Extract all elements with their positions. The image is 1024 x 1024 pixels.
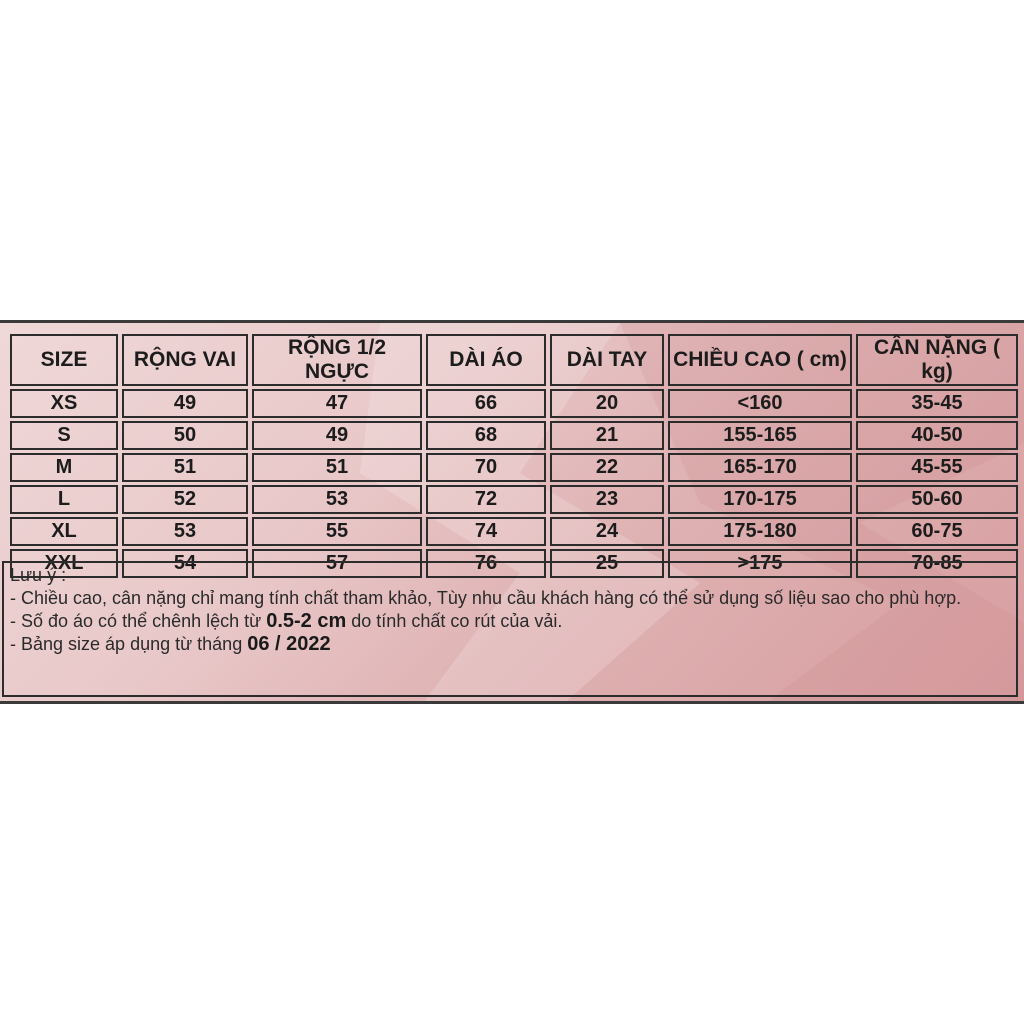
- table-cell: 57: [252, 549, 422, 578]
- tolerance-value: 0.5-2 cm: [266, 610, 347, 632]
- table-cell: 45-55: [856, 453, 1018, 482]
- table-cell: 70: [426, 453, 546, 482]
- note-measurement-tolerance: [10, 610, 1010, 633]
- table-cell: 23: [550, 485, 664, 514]
- table-cell: S: [10, 421, 118, 450]
- table-cell: 53: [252, 485, 422, 514]
- notes-title: Lưu ý :: [10, 565, 67, 585]
- table-cell: 76: [426, 549, 546, 578]
- table-cell: 68: [426, 421, 546, 450]
- table-cell: 60-75: [856, 517, 1018, 546]
- table-cell: 35-45: [856, 389, 1018, 418]
- table-cell: XS: [10, 389, 118, 418]
- size-table: [6, 331, 1022, 581]
- table-row: [10, 517, 1018, 546]
- table-cell: 72: [426, 485, 546, 514]
- table-cell: 70-85: [856, 549, 1018, 578]
- note-text: do tính chất co rút của vải.: [346, 611, 563, 631]
- header-shirt-length: DÀI ÁO: [426, 334, 546, 386]
- table-cell: 21: [550, 421, 664, 450]
- table-cell: 20: [550, 389, 664, 418]
- table-cell: 53: [122, 517, 248, 546]
- table-cell: 49: [122, 389, 248, 418]
- table-cell: 49: [252, 421, 422, 450]
- table-cell: 22: [550, 453, 664, 482]
- table-cell: 74: [426, 517, 546, 546]
- table-row: [10, 421, 1018, 450]
- table-cell: 155-165: [668, 421, 852, 450]
- header-shoulder-width: RỘNG VAI: [122, 334, 248, 386]
- table-cell: 51: [122, 453, 248, 482]
- table-row: [10, 453, 1018, 482]
- table-cell: 24: [550, 517, 664, 546]
- table-cell: 175-180: [668, 517, 852, 546]
- header-size: SIZE: [10, 334, 118, 386]
- table-cell: 52: [122, 485, 248, 514]
- table-cell: 51: [252, 453, 422, 482]
- note-text: - Bảng size áp dụng từ tháng: [10, 634, 248, 654]
- header-sleeve-length: DÀI TAY: [550, 334, 664, 386]
- table-row: [10, 485, 1018, 514]
- table-cell: 40-50: [856, 421, 1018, 450]
- table-cell: M: [10, 453, 118, 482]
- table-cell: 55: [252, 517, 422, 546]
- header-weight: CÂN NẶNG ( kg): [856, 334, 1018, 386]
- table-cell: 25: [550, 549, 664, 578]
- table-cell: L: [10, 485, 118, 514]
- table-cell: 54: [122, 549, 248, 578]
- table-cell: XL: [10, 517, 118, 546]
- header-half-chest: RỘNG 1/2 NGỰC: [252, 334, 422, 386]
- table-cell: >175: [668, 549, 852, 578]
- table-cell: 50: [122, 421, 248, 450]
- note-effective-date: [10, 633, 1010, 656]
- note-text: - Số đo áo có thể chênh lệch từ: [10, 611, 267, 631]
- header-height: CHIỀU CAO ( cm): [668, 334, 852, 386]
- table-cell: XXL: [10, 549, 118, 578]
- notes-box: [2, 561, 1018, 697]
- table-cell: 66: [426, 389, 546, 418]
- table-cell: 50-60: [856, 485, 1018, 514]
- effective-date-value: 06 / 2022: [247, 633, 331, 655]
- table-cell: 170-175: [668, 485, 852, 514]
- table-cell: 165-170: [668, 453, 852, 482]
- table-cell: <160: [668, 389, 852, 418]
- table-cell: 47: [252, 389, 422, 418]
- size-chart-panel: [0, 320, 1024, 704]
- note-reference-only: - Chiều cao, cân nặng chỉ mang tính chất tham khảo, Tùy nhu cầu khách hàng có thể sử dụng số liệu sao cho phù hợp.: [10, 588, 962, 608]
- table-row: [10, 389, 1018, 418]
- table-header-row: [10, 334, 1018, 386]
